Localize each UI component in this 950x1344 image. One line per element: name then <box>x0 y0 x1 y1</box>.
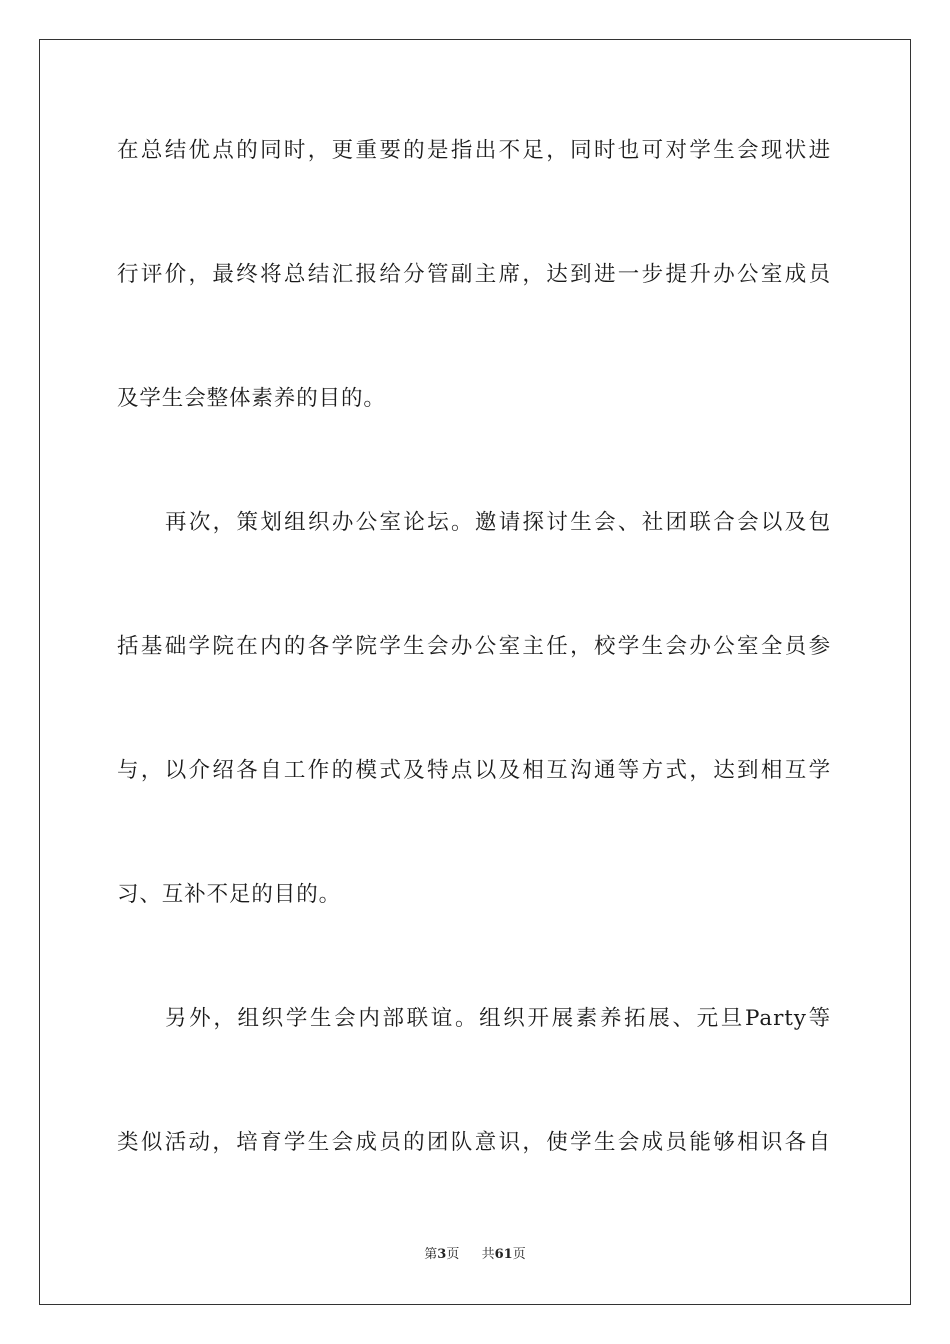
body-line-5: 括基础学院在内的各学院学生会办公室主任，校学生会办公室全员参 <box>117 634 831 659</box>
total-prefix: 共 <box>481 1247 495 1262</box>
body-line-7: 习、互补不足的目的。 <box>117 882 342 907</box>
body-line-8: 另外，组织学生会内部联谊。组织开展素养拓展、元旦Party等 <box>165 1006 831 1031</box>
body-line-6: 与，以介绍各自工作的模式及特点以及相互沟通等方式，达到相互学 <box>117 758 831 783</box>
page-prefix: 第 <box>424 1247 438 1262</box>
body-line-4: 再次，策划组织办公室论坛。邀请探讨生会、社团联合会以及包 <box>165 510 831 535</box>
body-line-1: 在总结优点的同时，更重要的是指出不足，同时也可对学生会现状进 <box>117 138 831 163</box>
body-line-9: 类似活动，培育学生会成员的团队意识，使学生会成员能够相识各自 <box>117 1130 831 1155</box>
page-number: 3 <box>437 1247 447 1262</box>
page-suffix: 页 <box>446 1247 460 1262</box>
body-line-3: 及学生会整体素养的目的。 <box>117 386 386 411</box>
total-suffix: 页 <box>512 1247 526 1262</box>
total-pages: 61 <box>494 1247 513 1262</box>
page-border <box>39 39 911 1305</box>
body-line-2: 行评价，最终将总结汇报给分管副主席，达到进一步提升办公室成员 <box>117 262 831 287</box>
page-footer <box>0 1246 950 1264</box>
